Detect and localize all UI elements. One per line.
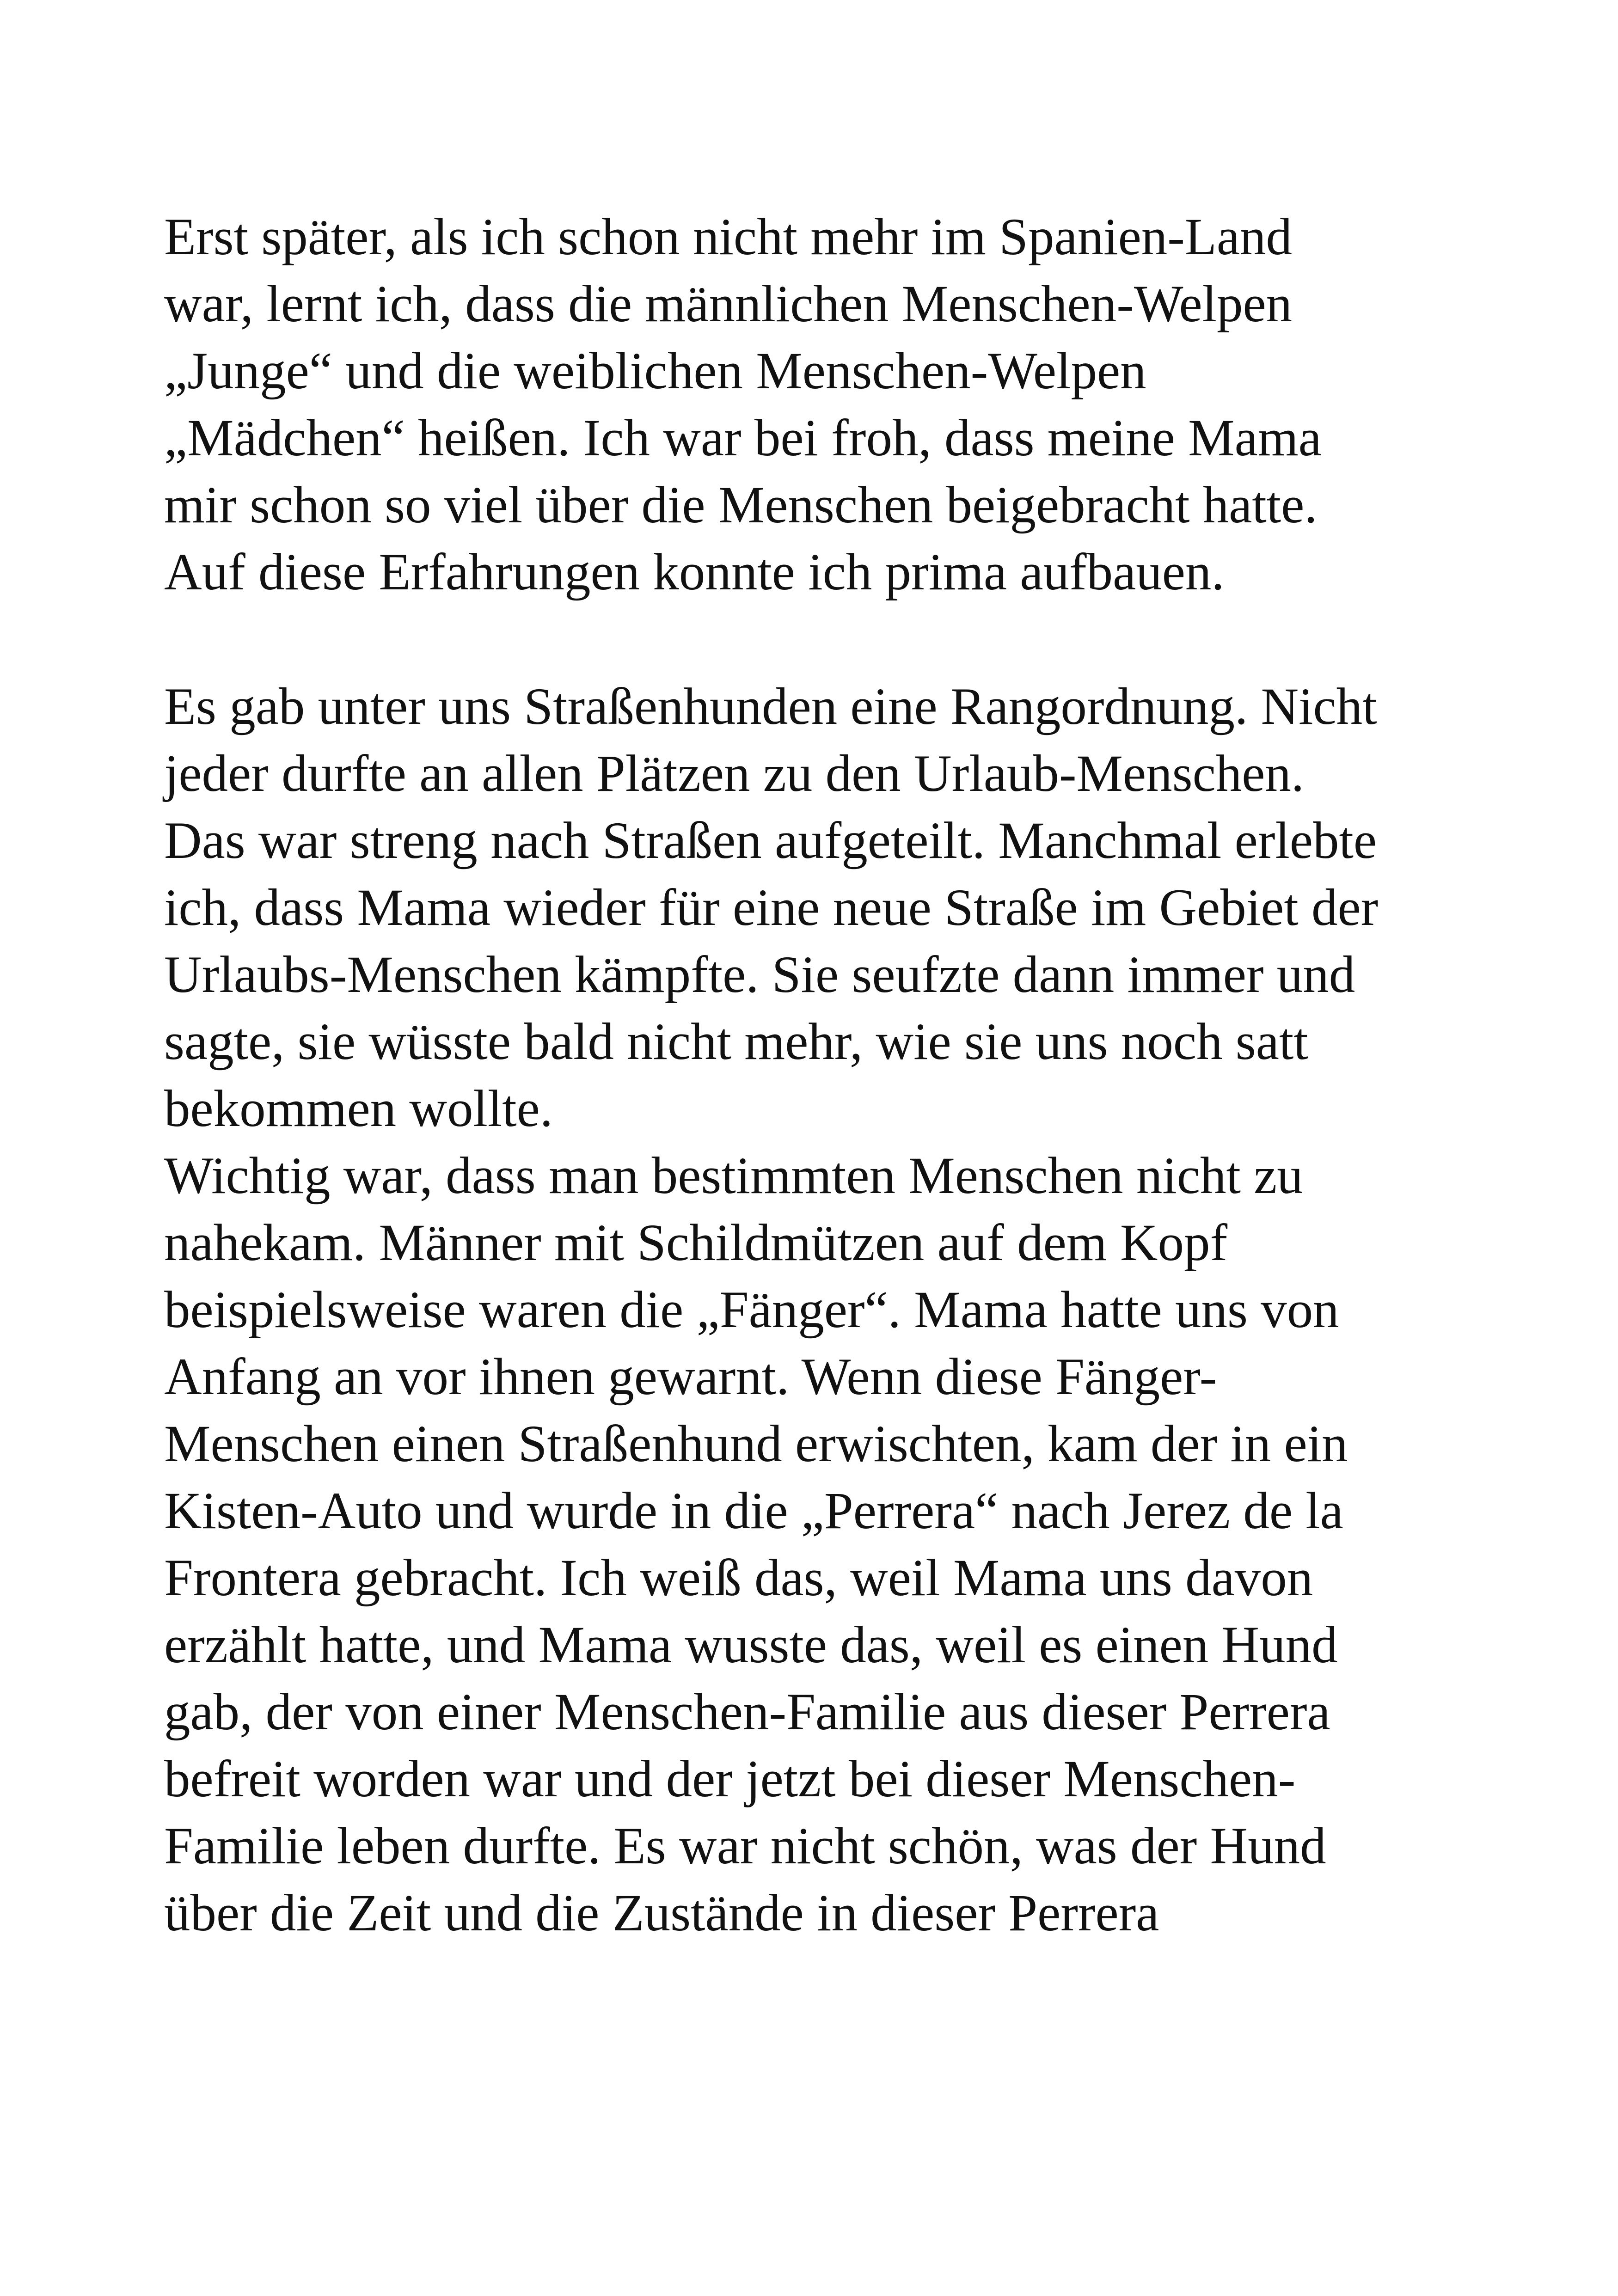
text-line: „Junge“ und die weiblichen Menschen-Welpen xyxy=(164,342,1146,400)
text-line: nahekam. Männer mit Schildmützen auf dem Kopf xyxy=(164,1214,1228,1272)
text-line: Erst später, als ich schon nicht mehr im Spanien-Land xyxy=(164,208,1293,266)
text-line: Frontera gebracht. Ich weiß das, weil Mama uns davon xyxy=(164,1549,1313,1607)
text-line: gab, der von einer Menschen-Familie aus dieser Perrera xyxy=(164,1683,1330,1741)
text-line: Auf diese Erfahrungen konnte ich prima aufbauen. xyxy=(164,543,1225,601)
text-line: erzählt hatte, und Mama wusste das, weil es einen Hund xyxy=(164,1616,1338,1674)
paragraph xyxy=(164,203,1505,606)
text-line: befreit worden war und der jetzt bei dieser Menschen- xyxy=(164,1750,1296,1808)
text-line: Urlaubs-Menschen kämpfte. Sie seufzte dann immer und xyxy=(164,946,1355,1004)
text-line: Wichtig war, dass man bestimmten Menschen nicht zu xyxy=(164,1147,1303,1205)
text-line: über die Zeit und die Zustände in dieser Perrera xyxy=(164,1884,1159,1942)
text-line: beispielsweise waren die „Fänger“. Mama hatte uns von xyxy=(164,1281,1339,1339)
text-line: bekommen wollte. xyxy=(164,1080,553,1138)
text-line: war, lernt ich, dass die männlichen Menschen-Welpen xyxy=(164,275,1293,333)
text-line: ich, dass Mama wieder für eine neue Straße im Gebiet der xyxy=(164,879,1379,937)
text-line: Es gab unter uns Straßenhunden eine Rangordnung. Nicht xyxy=(164,678,1377,735)
text-line: jeder durfte an allen Plätzen zu den Urlaub-Menschen. xyxy=(164,745,1305,802)
text-line: Menschen einen Straßenhund erwischten, kam der in ein xyxy=(164,1415,1348,1473)
text-line: sagte, sie wüsste bald nicht mehr, wie sie uns noch satt xyxy=(164,1013,1308,1071)
text-line: Kisten-Auto und wurde in die „Perrera“ nach Jerez de la xyxy=(164,1482,1343,1540)
text-line: mir schon so viel über die Menschen beigebracht hatte. xyxy=(164,476,1318,534)
text-line: „Mädchen“ heißen. Ich war bei froh, dass meine Mama xyxy=(164,409,1322,467)
text-line: Familie leben durfte. Es war nicht schön, was der Hund xyxy=(164,1817,1326,1875)
text-line: Anfang an vor ihnen gewarnt. Wenn diese Fänger- xyxy=(164,1348,1217,1406)
paragraph xyxy=(164,673,1505,1947)
text-line: Das war streng nach Straßen aufgeteilt. Manchmal erlebte xyxy=(164,812,1377,869)
